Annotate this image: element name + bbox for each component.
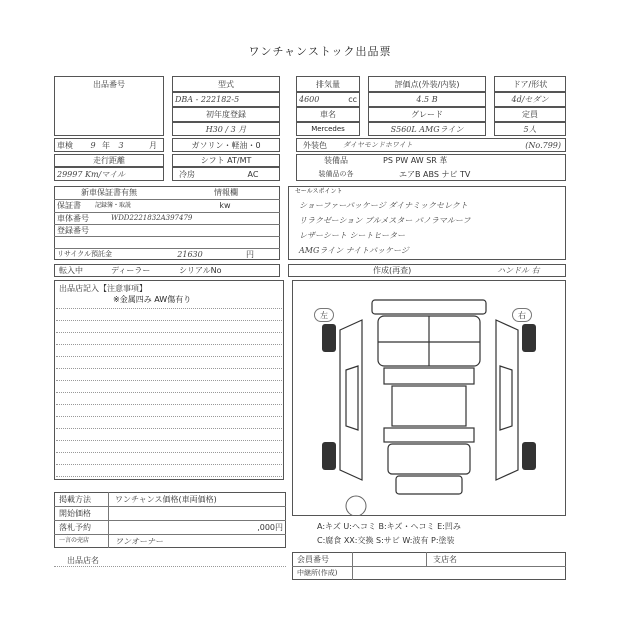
car-name-label: 車名: [320, 110, 336, 119]
note-rule: [56, 368, 282, 369]
mileage-value: 29997 Km/マイル: [57, 169, 126, 179]
reserve-value: ,000円: [257, 522, 283, 532]
note-rule: [56, 332, 282, 333]
diagram-right-label: 右: [512, 308, 532, 322]
capacity-value: 5人: [523, 124, 537, 134]
recycle-label: リサイクル預託金: [57, 250, 113, 258]
rear-right-wheel: [522, 442, 536, 470]
note-rule: [56, 308, 282, 309]
rear-left-wheel: [322, 442, 336, 470]
first-reg-value: H30 / 3 月: [205, 124, 247, 134]
legend-line: A:キズ U:ヘコミ B:キズ・ヘコミ E:凹み: [317, 521, 461, 531]
note-rule: [56, 356, 282, 357]
work-label: 作成(再查): [373, 266, 412, 275]
first-reg-label: 初年度登録: [206, 110, 246, 119]
dealer-note-value: ワンオーナー: [115, 536, 163, 546]
equipment-line2: エアB ABS ナビ TV: [399, 169, 471, 179]
fuel-options: ガソリン・軽油・0: [191, 140, 261, 150]
recycle-value: 21630: [177, 249, 203, 259]
inspection-month: 3: [118, 140, 124, 150]
sales-point-line: レザーシート シートヒーター: [299, 230, 406, 240]
displacement-unit: cc: [348, 95, 357, 104]
dealer-note-label: 一言の売店: [59, 537, 90, 544]
recycle-unit: 円: [246, 249, 254, 259]
sales-point-line: ショーファーパッケージ ダイナミックセレクト: [299, 200, 468, 210]
chassis-label: 車体番号: [57, 213, 89, 223]
inspection-year-unit: 年: [102, 140, 110, 150]
capacity-label: 定員: [522, 110, 538, 119]
rear-bumper-outline: [396, 476, 462, 494]
spare-tire-outline: [346, 496, 366, 516]
door-label: ドア/形状: [512, 79, 548, 89]
note-rule: [56, 428, 282, 429]
note-rule: [56, 404, 282, 405]
note-rule: [56, 464, 282, 465]
windshield-outline: [384, 368, 474, 384]
reserve-label: 落札予約: [59, 522, 91, 532]
legend-line: C:腐食 XX:交換 S:サビ W:波有 P:塗装: [317, 535, 455, 545]
front-bumper-outline: [372, 300, 486, 314]
displacement-label: 排気量: [316, 79, 340, 89]
equipment-label: 装備品: [324, 156, 348, 165]
notes-line: ※金属四み AW傷有り: [113, 295, 192, 304]
note-rule: [56, 416, 282, 417]
middleman-label: 中継所(作成): [297, 569, 338, 577]
note-rule: [56, 440, 282, 441]
info-header: 情報欄: [214, 188, 238, 197]
note-rule: [56, 452, 282, 453]
start-price-label: 開始価格: [59, 508, 91, 518]
exterior-color-value: ダイヤモンドホワイト: [343, 141, 413, 149]
cooler-label: 冷房: [179, 169, 195, 179]
warranty-header: 新車保証書有無: [81, 188, 137, 197]
serial-label: シリアルNo: [179, 266, 222, 275]
note-rule: [56, 344, 282, 345]
equipment-rating-label: 装備品の各: [318, 170, 354, 178]
displacement-value: 4600: [299, 95, 320, 104]
front-right-wheel: [522, 324, 536, 352]
sales-point-line: AMGライン ナイトパッケージ: [299, 245, 409, 255]
grade-value: S560L AMGライン: [390, 124, 464, 134]
grade-label: グレード: [411, 110, 443, 119]
exterior-color-label: 外装色: [303, 140, 327, 150]
inspection-year: 9: [90, 140, 96, 150]
door-value: 4d/セダン: [511, 95, 549, 104]
page-title: ワンチャンストック出品票: [248, 44, 392, 58]
shift-label: シフト AT/MT: [200, 156, 252, 165]
score-label: 評価点(外装/内装): [394, 79, 460, 89]
left-side-outline: [340, 320, 362, 480]
transfer-label: 転入中: [59, 266, 83, 275]
trunk-outline: [388, 444, 470, 474]
inspection-label: 車検: [57, 140, 73, 150]
dealer-label: ディーラー: [111, 266, 151, 275]
registration-label: 登録番号: [57, 225, 89, 235]
method-value: ワンチャンス価格(車両価格): [115, 494, 217, 504]
cooler-value: AC: [247, 169, 259, 179]
model-label: 型式: [218, 79, 234, 89]
km-unit: kw: [219, 201, 231, 210]
note-rule: [56, 392, 282, 393]
equipment-line1: PS PW AW SR 革: [383, 156, 448, 165]
sales-points-label: セールスポイント: [295, 188, 343, 195]
roof-outline: [392, 386, 466, 426]
note-rule: [56, 320, 282, 321]
chassis-value: WDD2221832A397479: [111, 214, 193, 222]
right-side-outline: [496, 320, 518, 480]
member-label: 会員番号: [297, 554, 329, 564]
mileage-label: 走行距離: [93, 156, 125, 165]
lot-number-label: 出品番号: [93, 79, 125, 89]
note-rule: [56, 476, 282, 477]
notes-header: 出品店記入【注意事項】: [59, 283, 147, 293]
car-diagram: [292, 280, 566, 516]
method-label: 掲載方法: [59, 494, 91, 504]
note-rule: [56, 380, 282, 381]
handle-position: ハンドル 右: [497, 266, 540, 275]
front-left-wheel: [322, 324, 336, 352]
warranty-value: 記録簿・取説: [95, 201, 132, 209]
score-value: 4.5 B: [416, 95, 438, 104]
color-number: (No.799): [525, 140, 561, 150]
diagram-left-label: 左: [314, 308, 334, 322]
branch-label: 支店名: [433, 554, 457, 564]
sales-point-line: リラクゼーション ブルメスター パノラマルーフ: [299, 215, 471, 225]
rear-window-outline: [384, 428, 474, 442]
model-value: DBA - 222182-5: [175, 95, 240, 104]
warranty-label: 保証書: [57, 201, 81, 210]
inspection-month-unit: 月: [149, 140, 157, 150]
car-name-value: Mercedes: [311, 124, 345, 133]
shop-name-label: 出品店名: [67, 555, 99, 565]
